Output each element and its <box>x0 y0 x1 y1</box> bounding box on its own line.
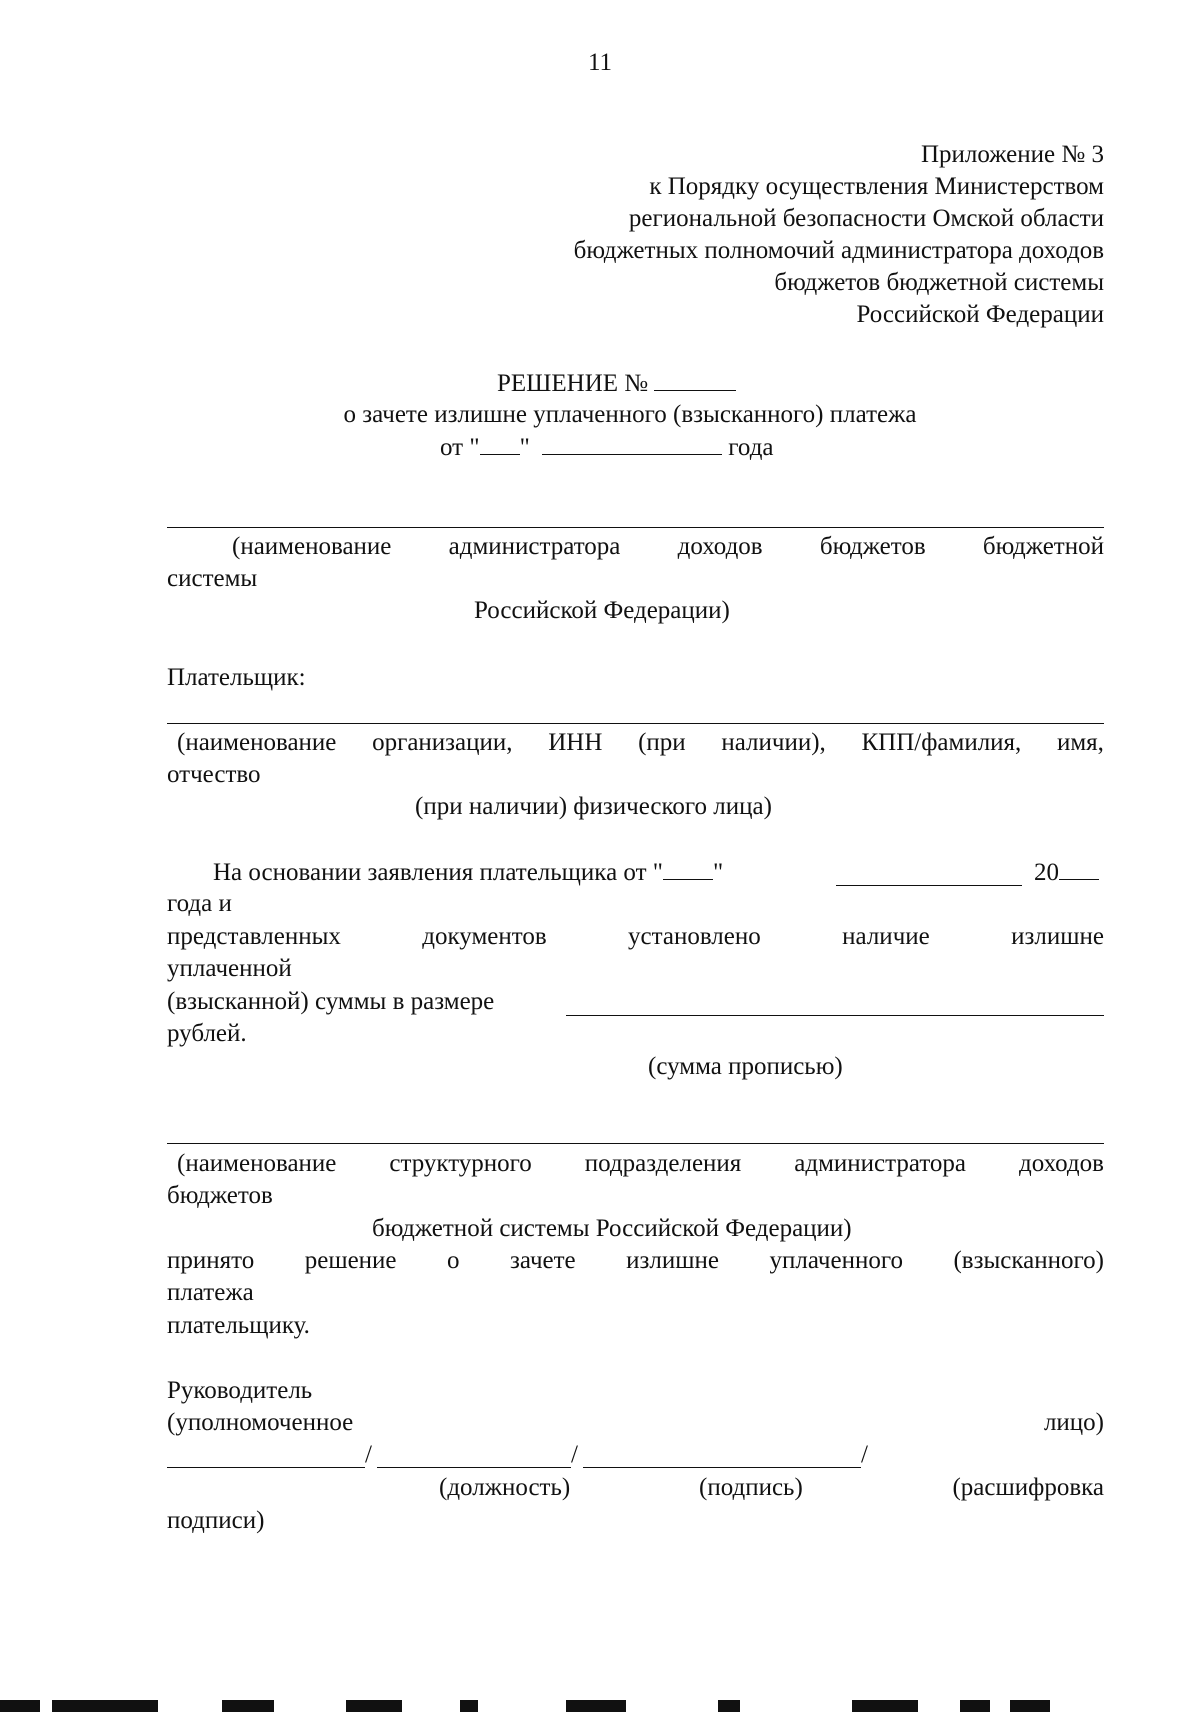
basis-line5: (взысканной) суммы в размере <box>167 988 495 1015</box>
appendix-line: региональной безопасности Омской области <box>628 205 1104 232</box>
signature-authorized-left: (уполномоченное <box>167 1409 354 1436</box>
administrator-caption: (наименование администратора доходов бюджетов бюджетной <box>232 533 1104 560</box>
caption-decoding-line2: подписи) <box>167 1507 265 1534</box>
payer-name-field[interactable] <box>167 723 1104 724</box>
separator-slash: / <box>571 1441 578 1468</box>
appendix-line: бюджетов бюджетной системы <box>774 269 1104 296</box>
signature-decoding-field[interactable] <box>583 1467 861 1468</box>
caption-signature: (подпись) <box>699 1474 803 1501</box>
payer-caption-line2: отчество <box>167 761 261 788</box>
division-caption: (наименование структурного подразделения администратора доходов <box>177 1150 1104 1177</box>
decision-statement-line3: плательщику. <box>167 1312 310 1339</box>
administrator-name-field[interactable] <box>167 527 1104 528</box>
basis-line4: уплаченной <box>167 955 292 982</box>
appendix-line: бюджетных полномочий администратора доходов <box>573 237 1104 264</box>
basis-line6: рублей. <box>167 1020 247 1047</box>
basis-line3: представленных документов установлено наличие излишне <box>167 923 1104 950</box>
decision-subject: о зачете излишне уплаченного (взысканного) платежа <box>343 401 917 428</box>
decision-number-field[interactable] <box>654 368 736 391</box>
date-day-field[interactable] <box>480 432 520 455</box>
division-name-field[interactable] <box>167 1143 1104 1144</box>
amount-caption: (сумма прописью) <box>648 1053 843 1080</box>
page-number: 11 <box>587 49 613 76</box>
decision-title: РЕШЕНИЕ № <box>497 368 736 399</box>
basis-line2: года и <box>167 890 232 917</box>
basis-line1: На основании заявления плательщика от " " <box>213 859 724 886</box>
decision-date: от " " года <box>440 434 774 461</box>
appendix-line: Российской Федерации <box>856 301 1104 328</box>
appendix-line: Приложение № 3 <box>920 141 1104 168</box>
application-year-field[interactable] <box>1059 857 1099 880</box>
separator-slash: / <box>365 1441 372 1468</box>
decision-statement: принято решение о зачете излишне уплаченного (взысканного) <box>167 1247 1104 1274</box>
payer-label: Плательщик: <box>167 664 306 691</box>
signature-head: Руководитель <box>167 1377 313 1404</box>
administrator-caption-line2: системы <box>167 565 258 592</box>
application-month-field[interactable] <box>836 863 1022 886</box>
payer-caption: (наименование организации, ИНН (при наличии), КПП/фамилия, имя, <box>177 729 1104 756</box>
amount-field[interactable] <box>566 1015 1104 1016</box>
date-month-field[interactable] <box>542 432 722 455</box>
administrator-caption-line3: Российской Федерации) <box>474 597 730 624</box>
signature-authorized-right: лицо) <box>1043 1409 1104 1436</box>
basis-year: 20 <box>1034 857 1099 888</box>
position-field[interactable] <box>167 1467 365 1468</box>
caption-position: (должность) <box>439 1474 571 1501</box>
appendix-line: к Порядку осуществления Министерством <box>649 173 1104 200</box>
signature-field[interactable] <box>377 1467 571 1468</box>
caption-decoding: (расшифровка <box>952 1474 1104 1501</box>
division-caption-line2: бюджетов <box>167 1182 273 1209</box>
separator-slash: / <box>861 1441 868 1468</box>
application-day-field[interactable] <box>663 857 713 880</box>
division-caption-line3: бюджетной системы Российской Федерации) <box>372 1215 852 1242</box>
decision-statement-line2: платежа <box>167 1279 254 1306</box>
payer-caption-line3: (при наличии) физического лица) <box>415 793 772 820</box>
